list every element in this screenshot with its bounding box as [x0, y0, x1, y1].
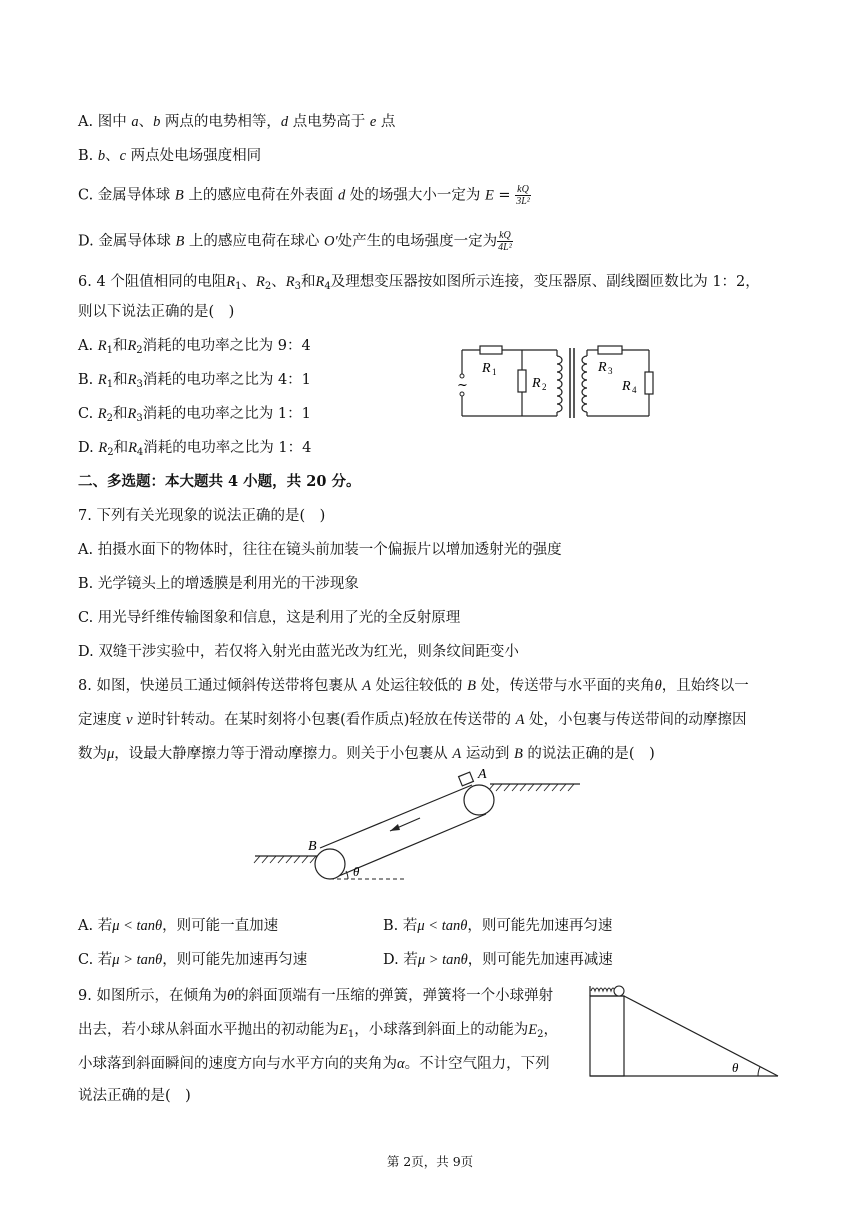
text: 点 — [376, 114, 396, 130]
subscript: 1 — [106, 345, 113, 356]
var-R: R — [315, 274, 325, 290]
math-expression: μ < tanθ — [112, 918, 163, 934]
var-B: B — [174, 187, 184, 204]
text: 。不计空气阻力，下列 — [404, 1056, 550, 1072]
text: 处，传送带与水平面的夹角 — [476, 678, 655, 694]
label-theta: θ — [732, 1060, 739, 1075]
text: B. 若 — [383, 918, 418, 934]
var-A: A — [452, 746, 462, 762]
text: 的说法正确的是( ) — [522, 746, 655, 762]
var-B: B — [513, 746, 523, 762]
label-r4-sub: 4 — [632, 385, 637, 395]
text: 出去，若小球从斜面水平抛出的初动能为 — [78, 1022, 339, 1038]
math-expression: μ > tanθ — [112, 952, 163, 968]
text: 、 — [241, 274, 257, 290]
incline-spring-diagram — [586, 980, 784, 1080]
var-E: E — [528, 1022, 538, 1038]
q6-option-c — [78, 404, 311, 429]
q6-option-d — [78, 438, 311, 463]
var-R: R — [127, 338, 137, 354]
numerator: kQ — [517, 184, 529, 195]
var-theta: θ — [226, 988, 235, 1004]
text: 、 — [138, 114, 154, 130]
label-r1: R — [482, 361, 491, 376]
text: 运动到 — [461, 746, 514, 762]
fraction — [497, 230, 513, 253]
text: 6. 4 个阻值相同的电阻 — [78, 274, 227, 290]
var-O: O′ — [324, 233, 338, 250]
q8-stem-line3 — [78, 744, 655, 764]
q9-stem-line1 — [78, 986, 553, 1006]
var-R: R — [97, 338, 107, 354]
subscript: 2 — [136, 345, 143, 356]
q8-stem-line2 — [78, 710, 747, 730]
text: 及理想变压器按如图所示连接，变压器原、副线圈匝数比为 1：2， — [330, 274, 760, 290]
var-R: R — [127, 406, 137, 422]
text: 处，小包裹与传送带间的动摩擦因 — [524, 712, 747, 728]
text: B. — [78, 148, 98, 164]
text: 两点的电势相等， — [160, 114, 281, 130]
text: ，则可能一直加速 — [162, 918, 279, 934]
var-R: R — [97, 372, 107, 388]
denominator: 3L² — [516, 196, 530, 207]
q6-stem-line2: 则以下说法正确的是( ) — [78, 304, 235, 320]
var-R: R — [98, 440, 108, 456]
text: C. 若 — [78, 952, 113, 968]
text: ，设最大静摩擦力等于滑动摩擦力。则关于小包裹从 — [114, 746, 453, 762]
var-d: d — [280, 114, 289, 130]
q8-option-c — [78, 950, 307, 970]
text: 和 — [112, 338, 128, 354]
text: 上的感应电荷在外表面 — [183, 187, 338, 204]
text: D. — [78, 440, 99, 456]
transformer-circuit-diagram — [452, 340, 687, 424]
q5-option-a — [78, 112, 395, 132]
label-r4: R — [622, 379, 631, 394]
var-theta: θ — [654, 678, 662, 694]
fraction — [515, 184, 531, 207]
text: 定速度 — [78, 712, 127, 728]
text: 的斜面顶端有一压缩的弹簧，弹簧将一个小球弹射 — [234, 988, 554, 1004]
label-r2: R — [532, 376, 541, 391]
var-mu: μ — [107, 746, 115, 762]
text: 和 — [113, 406, 128, 422]
var-alpha: α — [397, 1056, 405, 1072]
equals: = — [493, 187, 516, 204]
text: 上的感应电荷在球心 — [184, 233, 325, 250]
text: 处运往较低的 — [370, 678, 468, 694]
subscript: 2 — [264, 281, 272, 292]
text: ，则可能先加速再减速 — [467, 952, 613, 968]
var-E: E — [339, 1022, 348, 1038]
text: 处的场强大小一定为 — [345, 187, 485, 204]
subscript: 2 — [537, 1029, 544, 1040]
var-v: v — [126, 712, 133, 728]
text: 和 — [113, 372, 128, 388]
section-heading: 二、多选题：本大题共 4 小题，共 20 分。 — [78, 473, 361, 490]
var-e: e — [369, 114, 377, 130]
var-A: A — [362, 678, 371, 694]
numerator: kQ — [499, 230, 511, 241]
q8-option-b — [383, 916, 612, 936]
var-b: b — [97, 148, 106, 164]
subscript: 1 — [347, 1029, 355, 1040]
text: A. 若 — [78, 918, 113, 934]
q8-option-d — [383, 950, 613, 970]
text: 数为 — [78, 746, 107, 762]
var-a: a — [131, 114, 139, 130]
text: B. — [78, 372, 98, 388]
var-R: R — [127, 372, 137, 388]
label-a: A — [478, 767, 487, 782]
denominator: 4L² — [498, 242, 512, 253]
q5-option-c — [78, 184, 531, 207]
q7-stem: 7. 下列有关光现象的说法正确的是( ) — [78, 508, 326, 524]
subscript: 1 — [235, 281, 242, 292]
text: ，小球落到斜面上的动能为 — [354, 1022, 529, 1038]
var-B: B — [467, 678, 476, 694]
q9-stem-line4: 说法正确的是( ) — [78, 1088, 191, 1104]
label-r2-sub: 2 — [542, 382, 547, 392]
subscript: 3 — [294, 281, 301, 292]
label-r3-sub: 3 — [608, 366, 613, 376]
var-R: R — [128, 440, 137, 456]
q7-option-c: C. 用光导纤维传输图象和信息，这是利用了光的全反射原理 — [78, 610, 461, 626]
var-R: R — [256, 274, 265, 290]
text: ，则可能先加速再匀速 — [467, 918, 613, 934]
var-R: R — [226, 274, 236, 290]
ac-source-symbol: ~ — [457, 378, 468, 393]
text: 两点处电场强度相同 — [126, 148, 262, 164]
text: A. — [78, 338, 98, 354]
text: 和 — [300, 274, 316, 290]
var-R: R — [97, 406, 107, 422]
text: 、 — [271, 274, 286, 290]
text: 消耗的电功率之比为 1：4 — [143, 440, 312, 456]
math-expression: μ > tanθ — [417, 952, 468, 968]
conveyor-belt-diagram — [250, 764, 590, 888]
subscript: 4 — [136, 447, 144, 458]
subscript: 1 — [106, 379, 114, 390]
var-b: b — [153, 114, 161, 130]
q5-option-d — [78, 230, 513, 253]
text: 逆时针转动。在某时刻将小包裹(看作质点)轻放在传送带的 — [132, 712, 516, 728]
q8-stem-line1 — [78, 676, 749, 696]
text: C. 金属导体球 — [78, 187, 175, 204]
label-r1-sub: 1 — [492, 367, 497, 377]
text: D. 若 — [383, 952, 418, 968]
var-c: c — [119, 148, 127, 164]
text: 消耗的电功率之比为 9：4 — [142, 338, 311, 354]
subscript: 2 — [106, 413, 114, 424]
text: ，且始终以一 — [661, 678, 749, 694]
text: 处产生的电场强度一定为 — [337, 233, 498, 250]
text: 小球落到斜面瞬间的速度方向与水平方向的夹角为 — [78, 1056, 397, 1072]
text: D. 金属导体球 — [78, 233, 176, 250]
q8-option-a — [78, 916, 278, 936]
text: 8. 如图，快递员工通过倾斜传送带将包裹从 — [78, 678, 363, 694]
q7-option-d: D. 双缝干涉实验中，若仅将入射光由蓝光改为红光，则条纹间距变小 — [78, 644, 519, 660]
q6-stem-line1 — [78, 272, 760, 297]
q5-option-b — [78, 146, 261, 166]
text: 消耗的电功率之比为 4：1 — [142, 372, 311, 388]
text: ， — [543, 1022, 558, 1038]
subscript: 4 — [324, 281, 331, 292]
q9-stem-line3 — [78, 1054, 550, 1074]
label-b: B — [308, 839, 317, 854]
var-E: E — [484, 187, 494, 204]
text: A. 图中 — [78, 114, 132, 130]
q6-option-b — [78, 370, 311, 395]
subscript: 3 — [136, 379, 143, 390]
var-d: d — [337, 187, 346, 204]
text: 和 — [113, 440, 129, 456]
label-r3: R — [598, 360, 607, 375]
q7-option-b: B. 光学镜头上的增透膜是利用光的干涉现象 — [78, 576, 359, 592]
page-footer: 第 2页，共 9页 — [386, 1154, 474, 1169]
var-A: A — [515, 712, 525, 728]
text: 点电势高于 — [288, 114, 370, 130]
text: 9. 如图所示，在倾角为 — [78, 988, 227, 1004]
q9-stem-line2 — [78, 1020, 558, 1045]
text: 、 — [105, 148, 120, 164]
label-theta: θ — [353, 864, 360, 879]
q6-option-a — [78, 336, 311, 361]
subscript: 2 — [107, 447, 114, 458]
var-B: B — [175, 233, 185, 250]
var-R: R — [285, 274, 295, 290]
text: 消耗的电功率之比为 1：1 — [142, 406, 311, 422]
text: ，则可能先加速再匀速 — [162, 952, 308, 968]
math-expression: μ < tanθ — [417, 918, 468, 934]
text: C. — [78, 406, 98, 422]
q7-option-a: A. 拍摄水面下的物体时，往往在镜头前加装一个偏振片以增加透射光的强度 — [78, 542, 562, 558]
subscript: 3 — [136, 413, 143, 424]
